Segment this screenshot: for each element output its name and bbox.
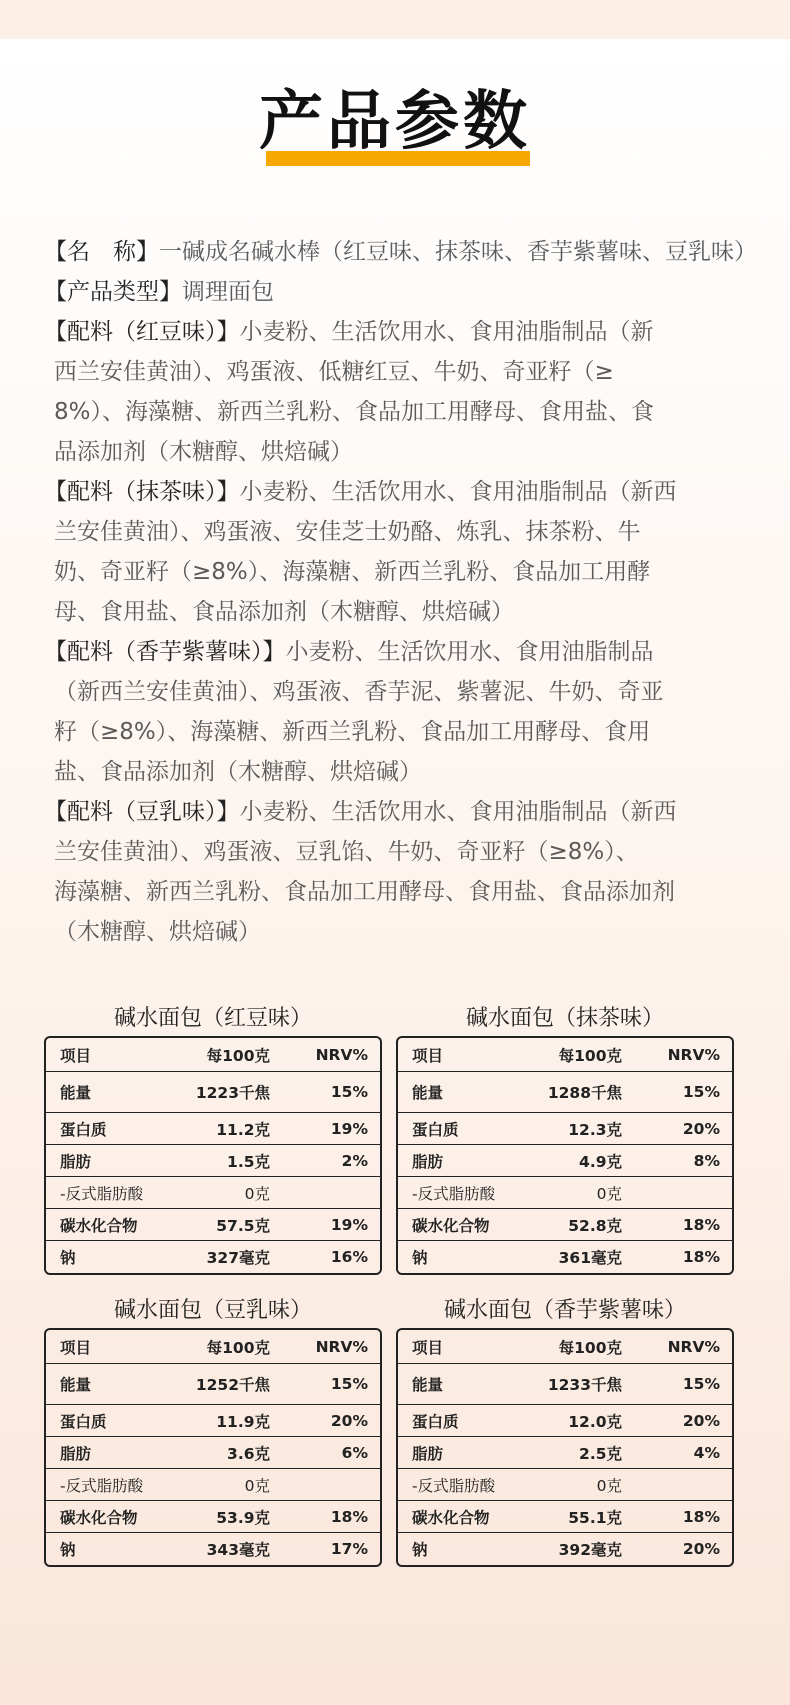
param-line bbox=[44, 392, 784, 432]
table-row bbox=[46, 1240, 380, 1273]
table-cell: 361毫克 bbox=[558, 1249, 622, 1267]
table-cell: 1252千焦 bbox=[195, 1376, 270, 1394]
table-cell: 17% bbox=[330, 1540, 368, 1558]
table-cell: 脂肪 bbox=[412, 1444, 444, 1463]
param-text: 小麦粉、生活饮用水、食用油脂制品 bbox=[285, 639, 654, 665]
table-cell: 20% bbox=[682, 1540, 720, 1558]
param-line bbox=[44, 432, 784, 472]
table-cell: 0克 bbox=[244, 1476, 270, 1495]
table-cell: 蛋白质 bbox=[412, 1412, 459, 1431]
table-row bbox=[46, 1500, 380, 1532]
table-cell: 脂肪 bbox=[412, 1152, 444, 1171]
table-cell: 0克 bbox=[596, 1476, 622, 1495]
table-cell: 1.5克 bbox=[227, 1152, 270, 1171]
table-cell: 53.9克 bbox=[216, 1508, 270, 1527]
param-line bbox=[44, 792, 784, 832]
param-text: 小麦粉、生活饮用水、食用油脂制品（新西 bbox=[239, 799, 677, 825]
table-row bbox=[398, 1038, 732, 1071]
table-cell: 能量 bbox=[60, 1084, 92, 1102]
table-row bbox=[398, 1176, 732, 1208]
table-cell: 碳水化合物 bbox=[412, 1508, 490, 1527]
param-text: 一碱成名碱水棒（红豆味、抹茶味、香芋紫薯味、豆乳味） bbox=[159, 239, 757, 265]
table-cell: 4.9克 bbox=[579, 1152, 622, 1171]
table-cell: 18% bbox=[682, 1248, 720, 1266]
table-cell: 3.6克 bbox=[227, 1444, 270, 1463]
param-line bbox=[44, 552, 784, 592]
param-text: 兰安佳黄油）、鸡蛋液、安佳芝士奶酪、炼乳、抹茶粉、牛 bbox=[54, 519, 641, 545]
param-text: 小麦粉、生活饮用水、食用油脂制品（新 bbox=[239, 319, 654, 345]
table-cell: 项目 bbox=[412, 1338, 444, 1357]
table-box bbox=[396, 1328, 734, 1567]
table-caption: 碱水面包（香芋紫薯味） bbox=[443, 1298, 686, 1323]
param-text: 盐、食品添加剂（木糖醇、烘焙碱） bbox=[54, 759, 422, 785]
page-title: 产品参数 bbox=[259, 85, 531, 159]
table-cell: 0克 bbox=[596, 1184, 622, 1203]
param-line bbox=[44, 712, 784, 752]
table-cell: -反式脂肪酸 bbox=[412, 1184, 496, 1203]
table-cell: -反式脂肪酸 bbox=[60, 1476, 144, 1495]
table-row bbox=[46, 1176, 380, 1208]
table-row bbox=[398, 1363, 732, 1404]
table-row bbox=[46, 1071, 380, 1112]
table-cell: 碳水化合物 bbox=[60, 1216, 138, 1235]
table-row bbox=[46, 1532, 380, 1565]
table-row bbox=[398, 1404, 732, 1436]
table-row bbox=[398, 1532, 732, 1565]
table-cell: 55.1克 bbox=[568, 1508, 622, 1527]
table-cell: 4% bbox=[693, 1443, 720, 1462]
table-cell: 能量 bbox=[60, 1376, 92, 1394]
table-box bbox=[396, 1036, 734, 1275]
table-row bbox=[46, 1363, 380, 1404]
table-cell: NRV% bbox=[315, 1045, 368, 1064]
table-cell: 18% bbox=[682, 1507, 720, 1526]
param-label: 【配料（豆乳味）】 bbox=[44, 799, 240, 825]
param-text: 调理面包 bbox=[182, 279, 274, 305]
table-cell: 8% bbox=[693, 1151, 720, 1170]
table-cell: 钠 bbox=[60, 1249, 76, 1267]
param-line bbox=[44, 632, 784, 672]
table-box bbox=[44, 1036, 382, 1275]
table-cell: 57.5克 bbox=[216, 1216, 270, 1235]
table-cell: 52.8克 bbox=[568, 1216, 622, 1235]
table-cell: 项目 bbox=[412, 1046, 444, 1065]
table-cell: 1233千焦 bbox=[547, 1376, 622, 1394]
table-row bbox=[398, 1330, 732, 1363]
table-row bbox=[46, 1144, 380, 1176]
nutrition-table bbox=[396, 1296, 734, 1567]
table-cell: 钠 bbox=[60, 1541, 76, 1559]
table-row bbox=[398, 1240, 732, 1273]
table-cell: 蛋白质 bbox=[60, 1120, 107, 1139]
table-row bbox=[398, 1436, 732, 1468]
table-caption: 碱水面包（红豆味） bbox=[113, 1006, 312, 1031]
table-cell: 蛋白质 bbox=[60, 1412, 107, 1431]
nutrition-table bbox=[396, 1004, 734, 1275]
table-cell: 11.9克 bbox=[216, 1412, 270, 1431]
table-cell: 钠 bbox=[412, 1249, 428, 1267]
table-cell: 11.2克 bbox=[216, 1120, 270, 1139]
table-cell: 每100克 bbox=[558, 1338, 622, 1357]
table-cell: 19% bbox=[330, 1215, 368, 1234]
table-cell: 每100克 bbox=[558, 1046, 622, 1065]
table-cell: 0克 bbox=[244, 1184, 270, 1203]
table-cell: 15% bbox=[682, 1083, 720, 1101]
table-cell: 343毫克 bbox=[206, 1541, 270, 1559]
param-text: （木糖醇、烘焙碱） bbox=[54, 919, 261, 945]
table-row bbox=[398, 1500, 732, 1532]
product-params bbox=[44, 232, 784, 952]
param-line bbox=[44, 872, 784, 912]
table-cell: 能量 bbox=[412, 1084, 444, 1102]
table-row bbox=[46, 1038, 380, 1071]
table-cell: 6% bbox=[341, 1443, 368, 1462]
param-label: 【配料（香芋紫薯味）】 bbox=[44, 639, 286, 665]
table-cell: 能量 bbox=[412, 1376, 444, 1394]
table-cell: 18% bbox=[330, 1507, 368, 1526]
param-label: 【配料（红豆味）】 bbox=[44, 319, 240, 345]
table-cell: 16% bbox=[330, 1248, 368, 1266]
table-cell: NRV% bbox=[315, 1337, 368, 1356]
param-line bbox=[44, 912, 784, 952]
table-row bbox=[46, 1404, 380, 1436]
table-box bbox=[44, 1328, 382, 1567]
nutrition-table bbox=[44, 1004, 382, 1275]
table-cell: 每100克 bbox=[206, 1338, 270, 1357]
table-row bbox=[46, 1208, 380, 1240]
param-line bbox=[44, 312, 784, 352]
param-line bbox=[44, 512, 784, 552]
table-cell: 19% bbox=[330, 1119, 368, 1138]
table-row bbox=[46, 1112, 380, 1144]
param-line bbox=[44, 832, 784, 872]
table-cell: 12.3克 bbox=[568, 1120, 622, 1139]
param-line bbox=[44, 672, 784, 712]
table-cell: 18% bbox=[682, 1215, 720, 1234]
table-row bbox=[398, 1468, 732, 1500]
table-cell: 20% bbox=[682, 1411, 720, 1430]
table-cell: 15% bbox=[682, 1375, 720, 1393]
top-band bbox=[0, 0, 790, 39]
param-line bbox=[44, 472, 784, 512]
table-cell: 20% bbox=[330, 1411, 368, 1430]
table-row bbox=[46, 1330, 380, 1363]
param-text: （新西兰安佳黄油）、鸡蛋液、香芋泥、紫薯泥、牛奶、奇亚 bbox=[54, 679, 664, 705]
table-caption: 碱水面包（豆乳味） bbox=[113, 1298, 312, 1323]
param-text: 品添加剂（木糖醇、烘焙碱） bbox=[54, 439, 353, 465]
table-cell: -反式脂肪酸 bbox=[412, 1476, 496, 1495]
param-line bbox=[44, 232, 784, 272]
title-wrap bbox=[0, 80, 790, 164]
table-cell: 2% bbox=[341, 1151, 368, 1170]
param-line bbox=[44, 592, 784, 632]
param-text: 母、食用盐、食品添加剂（木糖醇、烘焙碱） bbox=[54, 599, 514, 625]
param-line bbox=[44, 752, 784, 792]
table-cell: 脂肪 bbox=[60, 1152, 92, 1171]
table-cell: 327毫克 bbox=[206, 1249, 270, 1267]
table-cell: 碳水化合物 bbox=[60, 1508, 138, 1527]
param-text: 籽（≥8%）、海藻糖、新西兰乳粉、食品加工用酵母、食用 bbox=[54, 719, 651, 745]
table-cell: NRV% bbox=[667, 1045, 720, 1064]
table-cell: 蛋白质 bbox=[412, 1120, 459, 1139]
table-cell: 20% bbox=[682, 1119, 720, 1138]
table-cell: 项目 bbox=[60, 1046, 92, 1065]
table-row bbox=[398, 1071, 732, 1112]
table-cell: -反式脂肪酸 bbox=[60, 1184, 144, 1203]
table-cell: 2.5克 bbox=[579, 1444, 622, 1463]
param-label: 【名 称】 bbox=[44, 239, 159, 265]
param-text: 兰安佳黄油）、鸡蛋液、豆乳馅、牛奶、奇亚籽（≥8%）、 bbox=[54, 839, 639, 865]
table-cell: 12.0克 bbox=[568, 1412, 622, 1431]
table-cell: 脂肪 bbox=[60, 1444, 92, 1463]
table-row bbox=[398, 1112, 732, 1144]
param-label: 【产品类型】 bbox=[44, 279, 182, 305]
table-cell: 钠 bbox=[412, 1541, 428, 1559]
table-cell: 碳水化合物 bbox=[412, 1216, 490, 1235]
table-cell: 1288千焦 bbox=[547, 1084, 622, 1102]
table-row bbox=[398, 1144, 732, 1176]
param-label: 【配料（抹茶味）】 bbox=[44, 479, 240, 505]
table-row bbox=[46, 1468, 380, 1500]
table-cell: NRV% bbox=[667, 1337, 720, 1356]
param-text: 8%）、海藻糖、新西兰乳粉、食品加工用酵母、食用盐、食 bbox=[54, 399, 654, 425]
param-line bbox=[44, 272, 784, 312]
param-text: 海藻糖、新西兰乳粉、食品加工用酵母、食用盐、食品添加剂 bbox=[54, 879, 675, 905]
param-text: 小麦粉、生活饮用水、食用油脂制品（新西 bbox=[239, 479, 677, 505]
table-caption: 碱水面包（抹茶味） bbox=[465, 1006, 664, 1031]
table-cell: 392毫克 bbox=[558, 1541, 622, 1559]
param-text: 西兰安佳黄油）、鸡蛋液、低糖红豆、牛奶、奇亚籽（≥ bbox=[54, 359, 614, 385]
table-row bbox=[398, 1208, 732, 1240]
table-cell: 15% bbox=[330, 1083, 368, 1101]
param-text: 奶、奇亚籽（≥8%）、海藻糖、新西兰乳粉、食品加工用酵 bbox=[54, 559, 651, 585]
table-cell: 1223千焦 bbox=[195, 1084, 270, 1102]
param-line bbox=[44, 352, 784, 392]
table-cell: 每100克 bbox=[206, 1046, 270, 1065]
nutrition-table bbox=[44, 1296, 382, 1567]
table-row bbox=[46, 1436, 380, 1468]
table-cell: 15% bbox=[330, 1375, 368, 1393]
table-cell: 项目 bbox=[60, 1338, 92, 1357]
